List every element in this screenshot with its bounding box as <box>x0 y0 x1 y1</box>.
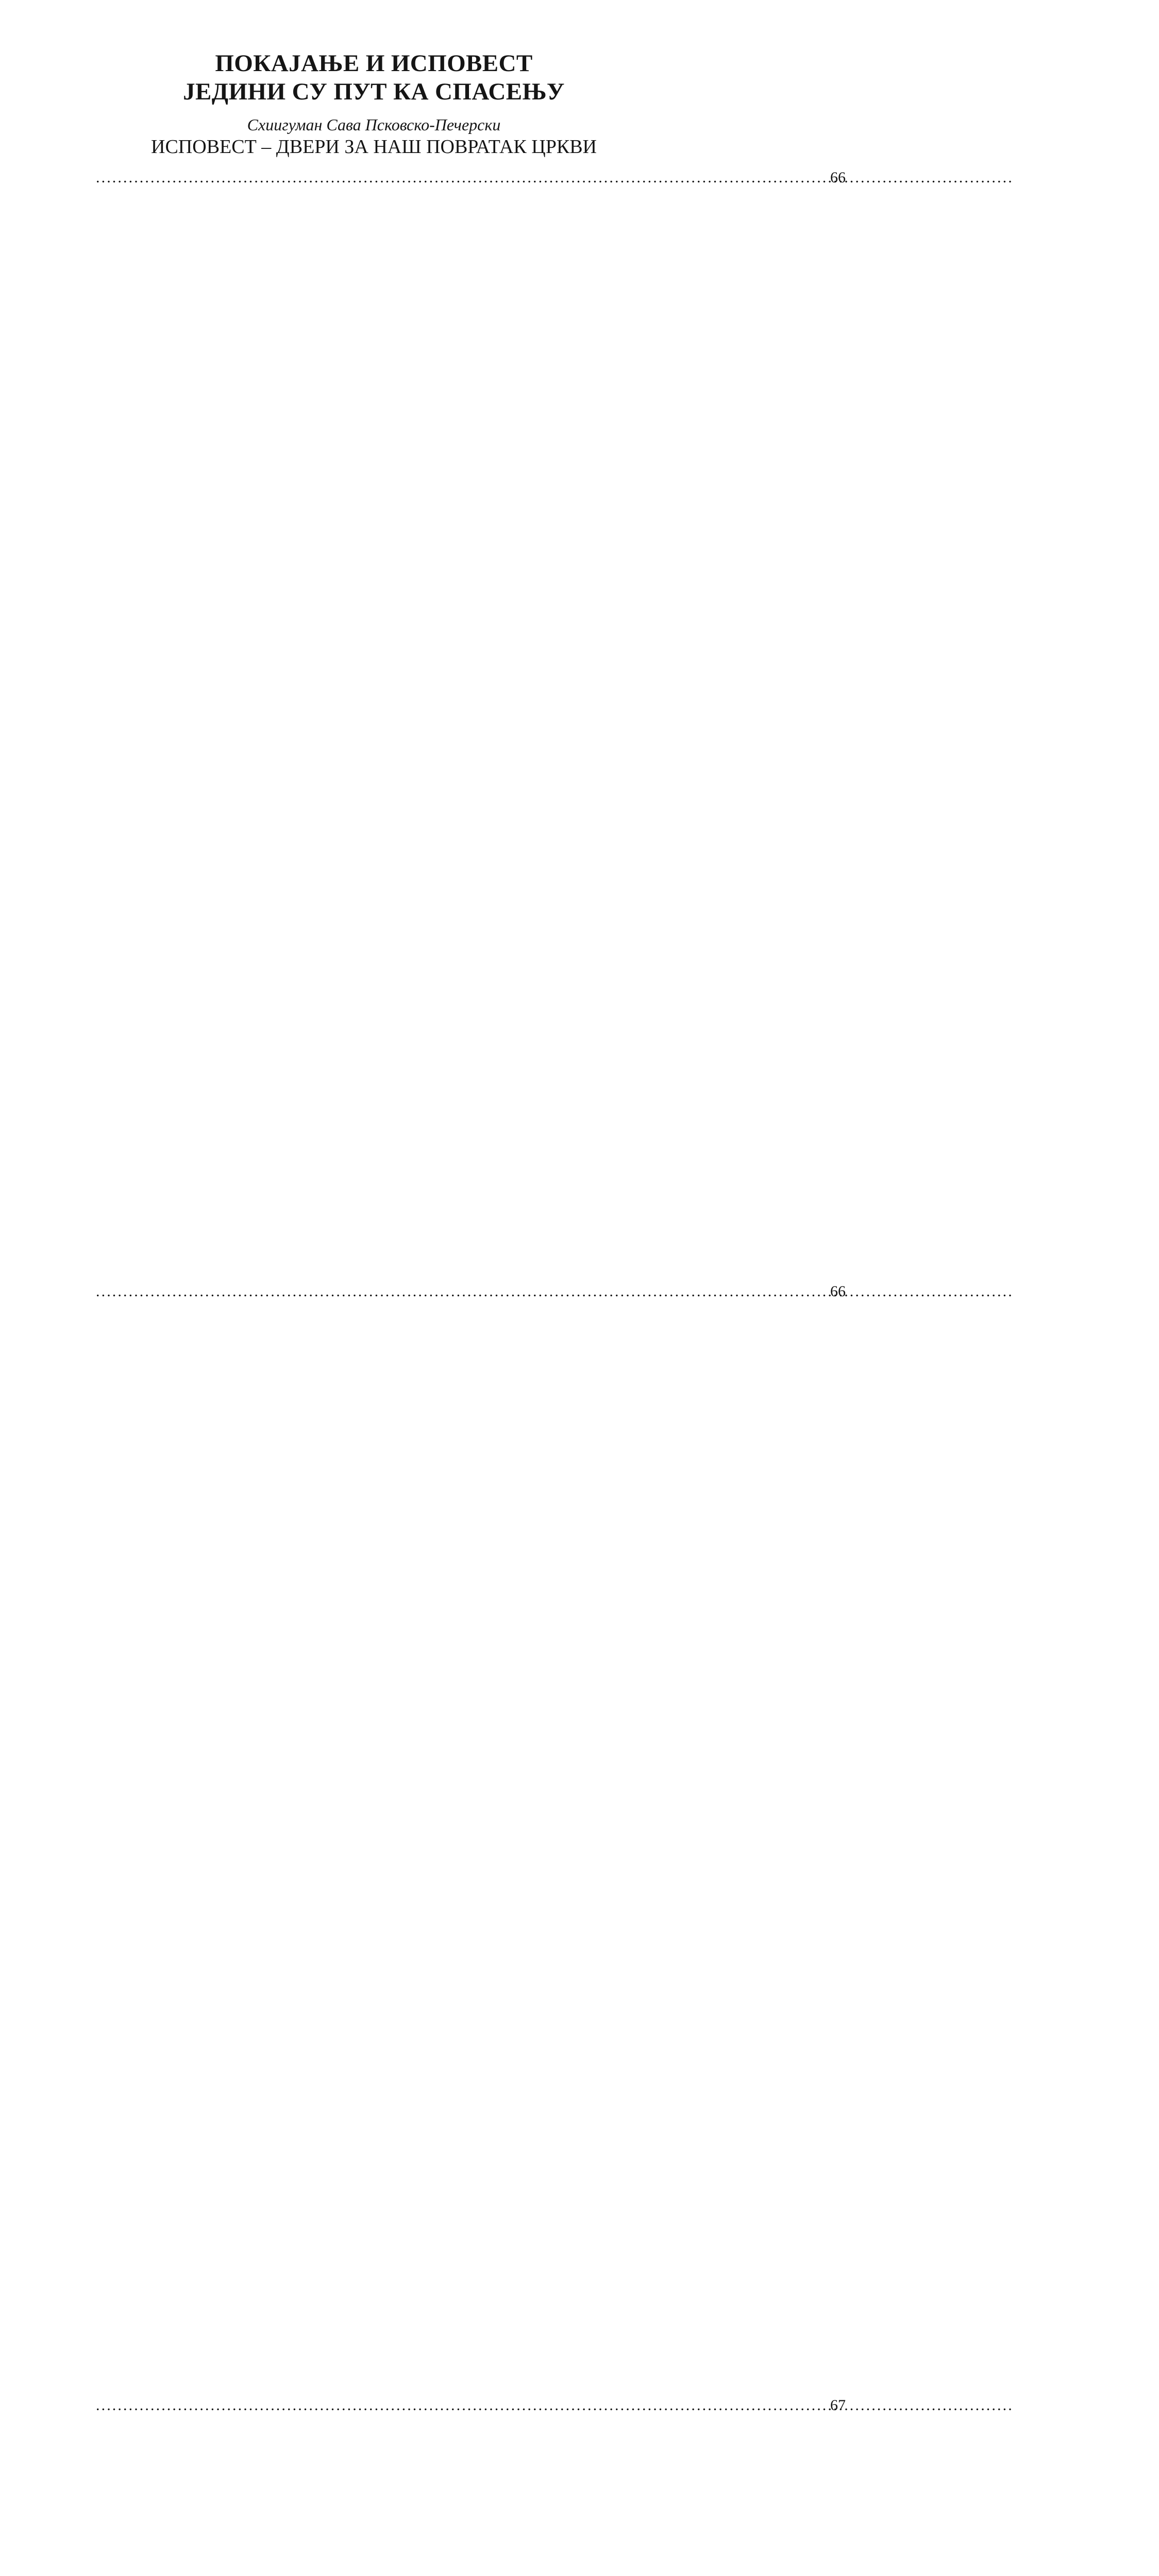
toc-entry[interactable] <box>66 1280 846 2394</box>
toc-leader-dots <box>96 1280 100 1303</box>
toc-page-number: 66 <box>830 1283 846 1300</box>
toc-entry-list <box>66 166 846 2576</box>
toc-entry[interactable] <box>66 2394 846 2576</box>
toc-content <box>66 0 846 2576</box>
part-title <box>66 49 682 106</box>
part-title-line: ЈЕДИНИ СУ ПУТ КА СПАСЕЊУ <box>183 78 565 105</box>
toc-page-number: 67 <box>830 2397 846 2414</box>
toc-section <box>66 49 846 2576</box>
toc-leader-dots <box>96 166 100 190</box>
toc-leader-dots <box>96 2394 100 2417</box>
part-title-line: ПОКАЈАЊЕ И ИСПОВЕСТ <box>215 50 533 77</box>
toc-page-number: 66 <box>830 169 846 187</box>
work-title: ИСПОВЕСТ – ДВЕРИ ЗА НАШ ПОВРАТАК ЦРКВИ <box>151 136 597 158</box>
section-author: Схиигуман Сава Псковско-Печерски <box>247 115 501 134</box>
toc-entry[interactable] <box>66 166 846 1280</box>
